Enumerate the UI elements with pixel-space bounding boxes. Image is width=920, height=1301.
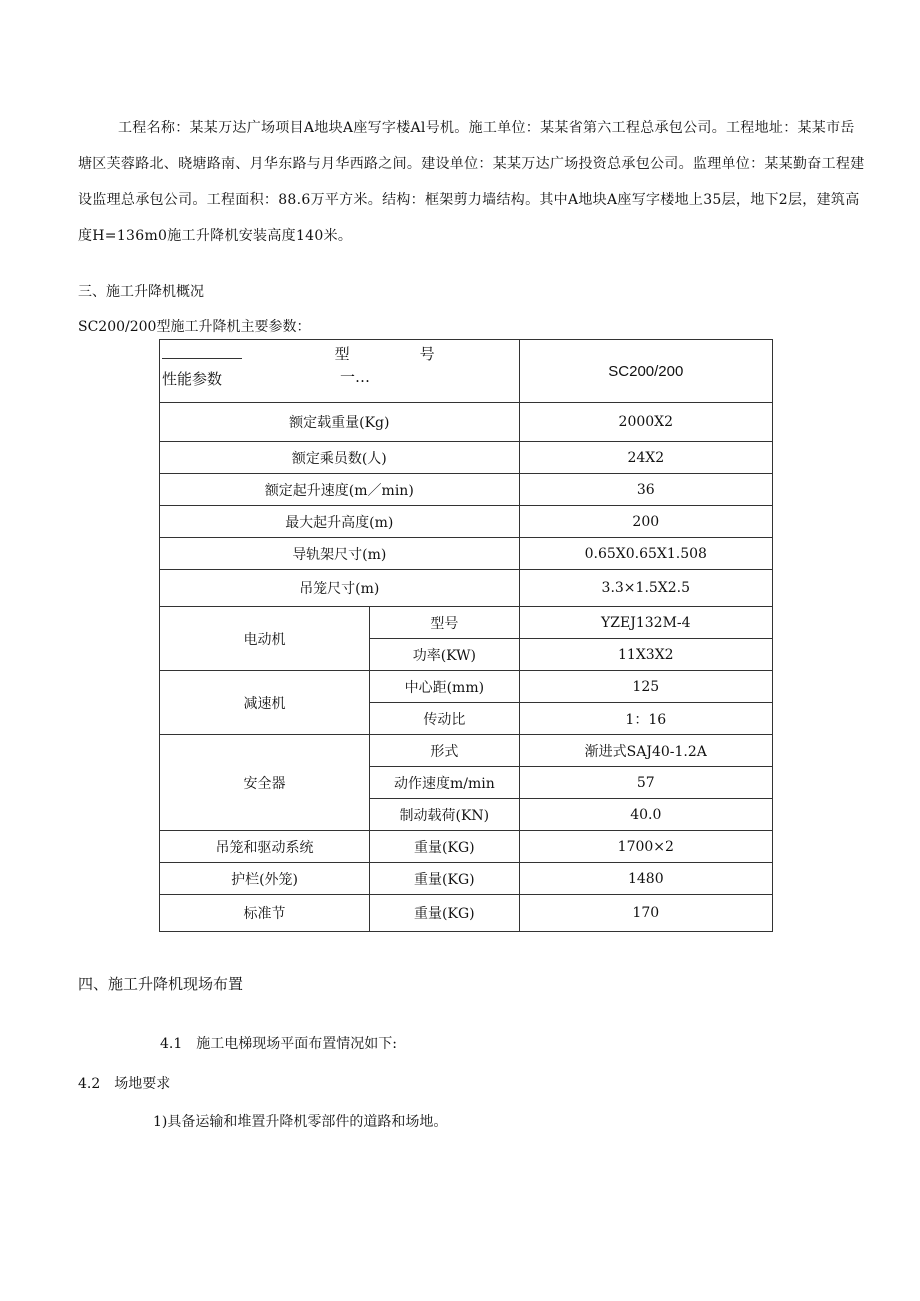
row-value: 36 bbox=[519, 474, 772, 506]
row-value: 渐进式SAJ40-1.2A bbox=[519, 735, 772, 767]
row-sublabel: 重量(KG) bbox=[370, 831, 520, 863]
row-sublabel: 中心距(mm) bbox=[370, 671, 520, 703]
project-intro-text: 工程名称：某某万达广场项目A地块A座写字楼Al号机。施工单位：某某省第六工程总承包公司。工程地址：某某市岳塘区芙蓉路北、晓塘路南、月华东路与月华西路之间。建设单位：某某万达广场投资总承包公司。监理单位：某某勤奋工程建设监理总承包公司。工程面积：88.6万平方米。结构：框架剪力墙结构。其中A地块A座写字楼地上35层，地下2层，建筑高度H=136m0施工升降机安装高度140米。 bbox=[78, 120, 865, 244]
table-row bbox=[160, 506, 773, 538]
row-label: 最大起升高度(m) bbox=[160, 506, 520, 538]
row-value: 3.3×1.5X2.5 bbox=[519, 570, 772, 607]
row-label: 额定载重量(Kg) bbox=[160, 403, 520, 442]
motor-group-label: 电动机 bbox=[160, 607, 370, 671]
reducer-group-label: 减速机 bbox=[160, 671, 370, 735]
row-sublabel: 功率(KW) bbox=[370, 639, 520, 671]
row-value: 57 bbox=[519, 767, 772, 799]
table-row bbox=[160, 735, 773, 767]
safety-group-label: 安全器 bbox=[160, 735, 370, 831]
table-caption: SC200/200型施工升降机主要参数： bbox=[78, 319, 311, 335]
table-row bbox=[160, 538, 773, 570]
table-row bbox=[160, 403, 773, 442]
row-sublabel: 型号 bbox=[370, 607, 520, 639]
row-value: YZEJ132M-4 bbox=[519, 607, 772, 639]
row-value: 0.65X0.65X1.508 bbox=[519, 538, 772, 570]
row-value: 125 bbox=[519, 671, 772, 703]
row-value: 1480 bbox=[519, 863, 772, 895]
table-row bbox=[160, 863, 773, 895]
row-sublabel: 动作速度m/min bbox=[370, 767, 520, 799]
row-value: 170 bbox=[519, 895, 772, 932]
header-diagonal-cell bbox=[160, 340, 520, 403]
table-row bbox=[160, 442, 773, 474]
table-row bbox=[160, 570, 773, 607]
project-intro-paragraph bbox=[78, 110, 868, 254]
row-label: 导轨架尺寸(m) bbox=[160, 538, 520, 570]
row-sublabel: 重量(KG) bbox=[370, 895, 520, 932]
table-row bbox=[160, 671, 773, 703]
row-sublabel: 重量(KG) bbox=[370, 863, 520, 895]
row-sublabel: 形式 bbox=[370, 735, 520, 767]
row-value: 2000X2 bbox=[519, 403, 772, 442]
row-value: 1700×2 bbox=[519, 831, 772, 863]
row-sublabel: 传动比 bbox=[370, 703, 520, 735]
table-row bbox=[160, 474, 773, 506]
row-value: 200 bbox=[519, 506, 772, 538]
section-3-heading: 三、施工升降机概况 bbox=[78, 284, 204, 300]
table-row bbox=[160, 895, 773, 932]
section-4-heading: 四、施工升降机现场布置 bbox=[78, 975, 244, 993]
row-label: 额定乘员数(人) bbox=[160, 442, 520, 474]
header-divider-line bbox=[162, 358, 242, 359]
header-performance-label: 性能参数 bbox=[162, 370, 223, 388]
table-row bbox=[160, 831, 773, 863]
row-label: 额定起升速度(m／min) bbox=[160, 474, 520, 506]
row-sublabel: 制动载荷(KN) bbox=[370, 799, 520, 831]
table-row bbox=[160, 607, 773, 639]
row-label: 标准节 bbox=[160, 895, 370, 932]
row-value: 1：16 bbox=[519, 703, 772, 735]
row-value: 24X2 bbox=[519, 442, 772, 474]
row-label: 护栏(外笼) bbox=[160, 863, 370, 895]
row-label: 吊笼尺寸(m) bbox=[160, 570, 520, 607]
section-4-1: 4.1 施工电梯现场平面布置情况如下: bbox=[160, 1036, 397, 1052]
elevator-parameters-table bbox=[159, 339, 773, 932]
header-model-label: 型号 bbox=[334, 345, 505, 363]
row-value: 40.0 bbox=[519, 799, 772, 831]
header-model-value: SC200/200 bbox=[519, 340, 772, 403]
header-dash-mark: 一… bbox=[340, 368, 371, 386]
requirement-item-1: 1)具备运输和堆置升降机零部件的道路和场地。 bbox=[153, 1114, 448, 1130]
row-label: 吊笼和驱动系统 bbox=[160, 831, 370, 863]
row-value: 11X3X2 bbox=[519, 639, 772, 671]
table-header-row bbox=[160, 340, 773, 403]
section-4-2: 4.2 场地要求 bbox=[78, 1076, 171, 1092]
